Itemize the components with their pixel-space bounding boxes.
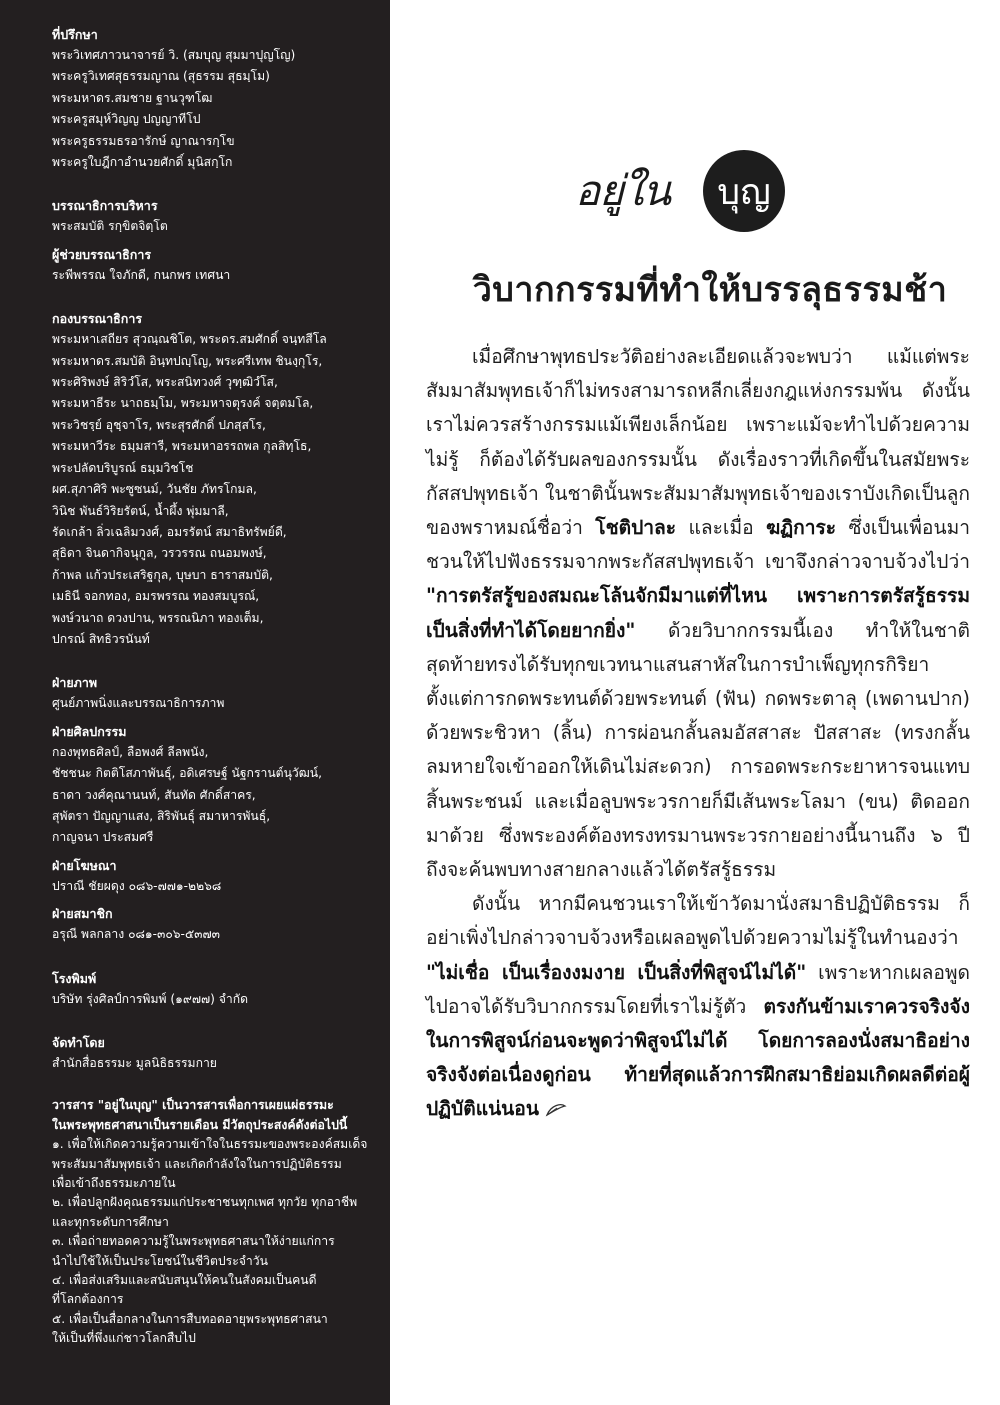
editor-exec-heading: บรรณาธิการบริหาร [52, 198, 158, 214]
ads-section [52, 855, 372, 897]
p2-bold-quote: "ไม่เชื่อ เป็นเรื่องงมงาย เป็นสิ่งที่พิสูจน์ไม่ได้" [426, 960, 807, 984]
printer-section [52, 968, 372, 1010]
mission-line: ให้เป็นที่พึ่งแก่ชาวโลกสืบไป [52, 1331, 196, 1346]
advisors-heading: ที่ปรึกษา [52, 27, 98, 42]
art-line: กาญจนา ประสมศรี [52, 830, 154, 845]
photo-section [52, 672, 372, 714]
board-line: รัดเกล้า ลิ่วเฉลิมวงศ์, อมรรัตน์ สมาธิทรัพย์ดี, [52, 524, 287, 539]
p1-bold-name-2: ฆฏิการะ [765, 516, 837, 540]
producer-line: สำนักสื่อธรรมะ มูลนิธิธรรมกาย [52, 1056, 217, 1070]
asst-editor-heading: ผู้ช่วยบรรณาธิการ [52, 246, 152, 262]
art-heading: ฝ่ายศิลปกรรม [52, 723, 127, 739]
mission-heading [52, 1096, 372, 1135]
members-section [52, 903, 372, 945]
mission-heading-line: ในพระพุทธศาสนาเป็นรายเดือน มีวัตถุประสงค์ดังต่อไปนี้ [52, 1117, 348, 1132]
editorial-board-section [52, 308, 372, 650]
editorial-board-heading: กองบรรณาธิการ [52, 311, 143, 327]
art-line: กองพุทธศิลป์, ลือพงศ์ ลีลพนัง, [52, 744, 209, 759]
asst-editor-line: ระพีพรรณ ใจภักดี, กนกพร เทศนา [52, 267, 231, 282]
mission-line: พระสัมมาสัมพุทธเจ้า และเกิดกำลังใจในการปฏิบัติธรรม [52, 1156, 342, 1171]
article-title: วิบากกรรมที่ทำให้บรรลุธรรมช้า [472, 270, 948, 310]
mission-section [52, 1096, 372, 1348]
producer-heading: จัดทำโดย [52, 1035, 105, 1050]
logo-circle: บุญ [703, 150, 785, 232]
p1-bold-name-1: โชติปาละ [595, 516, 677, 540]
members-heading: ฝ่ายสมาชิก [52, 906, 113, 922]
logo-script: อยู่ใน [575, 166, 671, 215]
board-line: พระวิชรฺย์ อุชฺจาโร, พระสุรศักดิ์ ปภสฺสโร, [52, 417, 266, 432]
mission-line: และทุกระดับการศึกษา [52, 1214, 169, 1229]
mission-line: ที่โลกต้องการ [52, 1292, 124, 1307]
board-line: วินิช พันธ์วิริยรัตน์, น้ำผึ้ง พุ่มมาลี, [52, 503, 229, 518]
column-logo [575, 140, 815, 250]
board-line: ผศ.สุภาศิริ พะซูซนม์, วันชัย ภัทรโกมล, [52, 482, 257, 497]
photo-heading: ฝ่ายภาพ [52, 675, 98, 691]
paragraph-1 [426, 340, 970, 887]
board-line: สุธิดา จินดากิจนุกูล, วรวรรณ ถนอมพงษ์, [52, 546, 267, 561]
board-line: ก้าพล แก้วประเสริฐกุล, บุษบา ธาราสมบัติ, [52, 567, 273, 582]
art-line: ธาดา วงศ์คุณานนท์, สันทัด ศักดิ์สาคร, [52, 787, 256, 802]
p2-text: ดังนั้น หากมีคนชวนเราให้เข้าวัดมานั่งสมาธิปฏิบัติธรรม ก็อย่าเพิ่งไปกล่าวจาบจ้วงหรือเผลอพูดไปด้วยความไม่รู้ในทำนองว่า [426, 892, 970, 950]
advisor-line: พระวิเทศภาวนาจารย์ วิ. (สมบุญ สุมมาปุญโญ) [52, 48, 296, 62]
p2-text: เพราะหากเผลอพูดไปอาจได้รับวิบากกรรมโดยที่เราไม่รู้ตัว [426, 960, 970, 1018]
mission-line: เพื่อเข้าถึงธรรมะภายใน [52, 1176, 176, 1191]
credits-sidebar [0, 0, 390, 1405]
photo-line: ศูนย์ภาพนิ่งและบรรณาธิการภาพ [52, 696, 225, 711]
advisor-line: พระครูธรรมธรอารักษ์ ญาณารกฺโข [52, 133, 235, 148]
mission-line: ๔. เพื่อส่งเสริมและสนับสนุนให้คนในสังคมเป็นคนดี [52, 1273, 317, 1288]
p1-text: และเมื่อ [676, 516, 766, 540]
board-line: พระมหาดร.สมบัติ อินฺทปญฺโญ, พระศรีเทพ ชินงฺกุโร, [52, 353, 323, 368]
mission-line: ๓. เพื่อถ่ายทอดความรู้ในพระพุทธศาสนาให้ง่ายแก่การ [52, 1234, 335, 1249]
printer-heading: โรงพิมพ์ [52, 970, 97, 986]
board-line: ปกรณ์ สิทธิวรนันท์ [52, 631, 150, 646]
advisor-line: พระครูสมุห์วิญญ ปญญาทีโป [52, 112, 201, 127]
editor-exec-section [52, 195, 372, 237]
advisors-section [52, 24, 372, 173]
p1-text: ด้วยวิบากกรรมนี้เอง ทำให้ในชาติสุดท้ายทรงได้รับทุกขเวทนาแสนสาหัสในการบำเพ็ญทุกรกิริยา ตั้งแต่การกดพระทนต์ด้วยพระทนต์ (ฟัน) กดพระตาลุ (เพดานปาก) ด้วยพระชิวหา (ลิ้น) การผ่อนกลั้นลมอัสสาสะ ปัสสาสะ (ทรงกลั้นลมหายใจเข้าออกให้เดินไม่สะดวก) การอดพระกระยาหารจนแทบสิ้นพระชนม์ และเมื่อลูบพระวรกายก็มีเส้นพระโลมา (ขน) ติดออกมาด้วย ซึ่งพระองค์ต้องทรงทรมานพระวรกายอย่างนี้นานถึง ๖ ปี ถึงจะค้นพบทางสายกลางแล้วได้ตรัสรู้ธรรม [426, 618, 970, 882]
ads-heading: ฝ่ายโฆษณา [52, 857, 117, 873]
article-area [390, 0, 1000, 1405]
p1-bold-quote: "การตรัสรู้ของสมณะโล้นจักมีมาแต่ที่ไหน เพราะการตรัสรู้ธรรมเป็นสิ่งที่ทำได้โดยยากยิ่ง" [426, 584, 970, 642]
ads-line: ปราณี ชัยผดุง ๐๘๖-๗๗๑-๒๒๖๘ [52, 878, 222, 893]
mission-line: ๑. เพื่อให้เกิดความรู้ความเข้าใจในธรรมะของพระองค์สมเด็จ [52, 1137, 368, 1152]
art-line: ชัชชนะ กิตติโสภาพันธุ์, อดิเศรษฐ์ นัฐกรานต์นุวัฒน์, [52, 766, 322, 781]
advisor-line: พระครูใบฎีกาอำนวยศักดิ์ มุนิสกฺโก [52, 155, 233, 170]
art-line: สุพัตรา ปัญญาแสง, สิริพันธุ์ สมาหารพันธุ์, [52, 808, 271, 823]
leaf-end-icon [545, 1103, 567, 1117]
board-line: พระมหาเสถียร สุวณฺณชิโต, พระดร.สมศักดิ์ จนฺทสีโล [52, 332, 327, 347]
advisor-line: พระมหาดร.สมชาย ฐานวุฑโฒ [52, 90, 213, 105]
asst-editor-section [52, 244, 372, 286]
mission-line: ๕. เพื่อเป็นสื่อกลางในการสืบทอดอายุพระพุทธศาสนา [52, 1311, 328, 1326]
art-section [52, 721, 372, 849]
mission-line: นำไปใช้ให้เป็นประโยชน์ในชีวิตประจำวัน [52, 1253, 268, 1268]
producer-section [52, 1032, 372, 1074]
mission-line: ๒. เพื่อปลูกฝังคุณธรรมแก่ประชาชนทุกเพศ ทุกวัย ทุกอาชีพ [52, 1195, 358, 1210]
p1-text: ซึ่งเป็นเพื่อนมาชวนให้ไปฟังธรรมจากพระกัสสปพุทธเจ้า เขาจึงกล่าวจาบจ้วงไปว่า [426, 516, 970, 574]
editor-exec-line: พระสมบัติ รกฺขิตจิตฺโต [52, 219, 168, 234]
p1-text: เมื่อศึกษาพุทธประวัติอย่างละเอียดแล้วจะพบว่า แม้แต่พระสัมมาสัมพุทธเจ้าก็ไม่ทรงสามารถหลีกเลี่ยงกฎแห่งกรรมพ้น ดังนั้นเราไม่ควรสร้างกรรมแม้เพียงเล็กน้อย เพราะแม้จะทำไปด้วยความไม่รู้ ก็ต้องได้รับผลของกรรมนั้น ดังเรื่องราวที่เกิดขึ้นในสมัยพระกัสสปพุทธเจ้า ในชาตินั้นพระสัมมาสัมพุทธเจ้าของเราบังเกิดเป็นลูกของพราหมณ์ชื่อว่า [426, 345, 970, 540]
p2-bold-conclusion: ตรงกันข้ามเราควรจริงจังในการพิสูจน์ก่อนจะพูดว่าพิสูจน์ไม่ได้ โดยการลองนั่งสมาธิอย่างจริงจังต่อเนื่องดูก่อน ท้ายที่สุดแล้วการฝึกสมาธิย่อมเกิดผลดีต่อผู้ปฏิบัติแน่นอน [426, 994, 970, 1121]
board-line: พงษ์วนาถ ดวงปาน, พรรณนิภา ทองเต็ม, [52, 610, 264, 625]
mission-heading-line: วารสาร "อยู่ในบุญ" เป็นวารสารเพื่อการเผยแผ่ธรรมะ [52, 1098, 334, 1113]
board-line: พระมหาธีระ นาถธมฺโม, พระมหาจตุรงค์ จตฺตมโล, [52, 396, 314, 411]
members-line: อรุณี พลกลาง ๐๘๑-๓๐๖-๕๓๗๓ [52, 927, 220, 942]
paragraph-2 [426, 887, 970, 1126]
advisor-line: พระครูวิเทศสุธรรมญาณ (สุธรรม สุธมฺโม) [52, 69, 270, 84]
printer-line: บริษัท รุ่งศิลป์การพิมพ์ (๑๙๗๗) จำกัด [52, 991, 249, 1006]
article-body [426, 340, 970, 1127]
board-line: พระศิริพงษ์ สิริวํโส, พระสนิทวงศ์ วุฑฺฒิวํโส, [52, 375, 278, 390]
board-line: เมธินี จอกทอง, อมรพรรณ ทองสมบูรณ์, [52, 589, 260, 604]
board-line: พระปลัดบริบูรณ์ ธมฺมวิชโช [52, 460, 194, 475]
board-line: พระมหาวีระ ธมฺมสารี, พระมหาอรรถพล กุลสิทฺโธ, [52, 439, 312, 454]
